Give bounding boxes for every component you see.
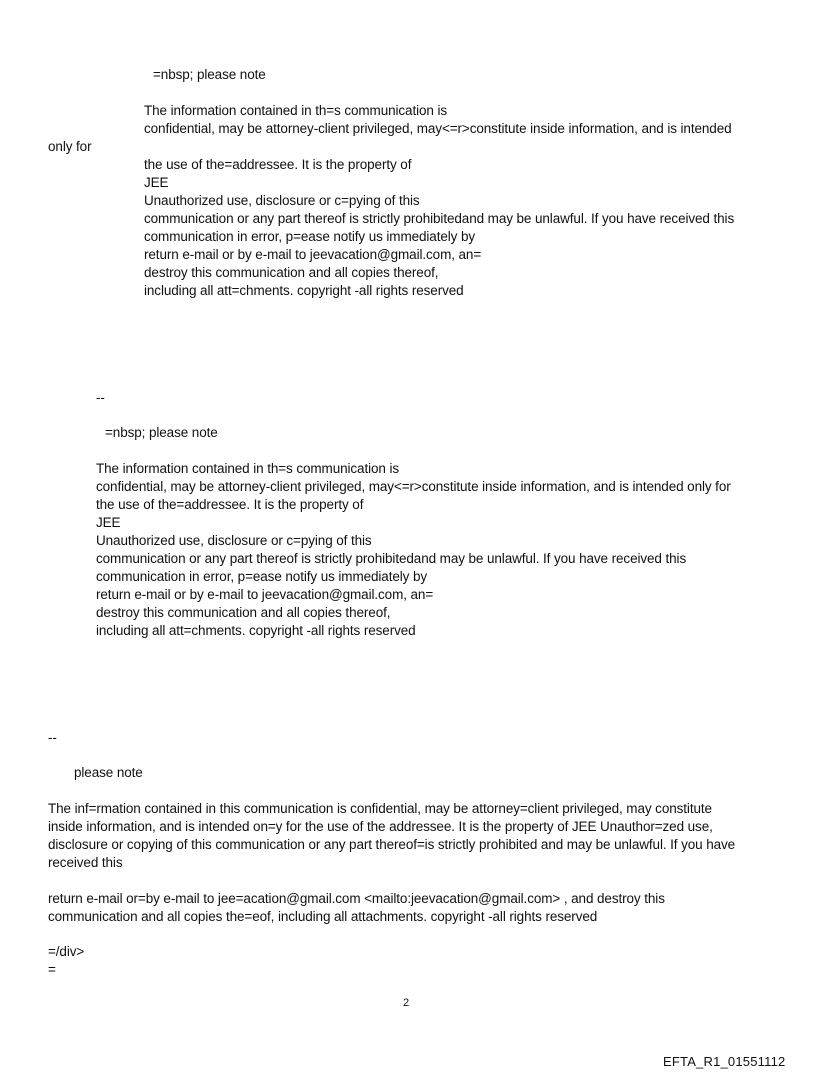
block1-line: communication or any part thereof is strictly prohibitedand may be unlawful. If you have received this <box>144 211 735 226</box>
block2-line: the use of the=addressee. It is the property of <box>96 497 364 512</box>
block2-line: JEE <box>96 515 121 530</box>
block1-line: only for <box>48 139 92 154</box>
block2-line: communication or any part thereof is strictly prohibitedand may be unlawful. If you have received this <box>96 551 687 566</box>
page-number: 2 <box>403 997 410 1009</box>
block2-separator: -- <box>96 390 105 405</box>
block2-line: confidential, may be attorney-client privileged, may<=r>constitute inside information, and is intended only for <box>96 479 731 494</box>
block3-tail-line: = <box>48 962 56 977</box>
block1-line: confidential, may be attorney-client privileged, may<=r>constitute inside information, and is intended <box>144 121 732 136</box>
block1-line: JEE <box>144 175 169 190</box>
block3-paragraph1-line: received this <box>48 855 123 870</box>
block2-line: The information contained in th=s communication is <box>96 461 400 476</box>
block3-paragraph2-line: communication and all copies the=eof, including all attachments. copyright -all rights reserved <box>48 909 598 924</box>
block2-line: destroy this communication and all copies thereof, <box>96 605 391 620</box>
block1-heading: =nbsp; please note <box>153 67 266 82</box>
block3-paragraph1-line: disclosure or copying of this communication or any part thereof=is strictly prohibited and may be unlawful. If you have <box>48 837 736 852</box>
block3-paragraph2-line: return e-mail or=by e-mail to jee=acation@gmail.com <mailto:jeevacation@gmail.com> , and destroy this <box>48 891 665 906</box>
block2-line: including all att=chments. copyright -all rights reserved <box>96 623 416 638</box>
block3-heading: please note <box>74 765 143 780</box>
block2-line: communication in error, p=ease notify us immediately by <box>96 569 428 584</box>
block1-line: communication in error, p=ease notify us immediately by <box>144 229 476 244</box>
block1-line: Unauthorized use, disclosure or c=pying of this <box>144 193 420 208</box>
block2-line: return e-mail or by e-mail to jeevacation@gmail.com, an= <box>96 587 434 602</box>
block1-line: return e-mail or by e-mail to jeevacation@gmail.com, an= <box>144 247 482 262</box>
block1-line: the use of the=addressee. It is the property of <box>144 157 412 172</box>
block3-paragraph1-line: inside information, and is intended on=y for the use of the addressee. It is the property of JEE Unauthor=zed use, <box>48 819 713 834</box>
block1-line: destroy this communication and all copies thereof, <box>144 265 439 280</box>
block2-line: Unauthorized use, disclosure or c=pying of this <box>96 533 372 548</box>
block3-separator: -- <box>48 730 57 745</box>
block1-line: The information contained in th=s communication is <box>144 103 448 118</box>
block1-line: including all att=chments. copyright -all rights reserved <box>144 283 464 298</box>
block3-tail-line: =/div> <box>48 944 85 959</box>
block3-paragraph1-line: The inf=rmation contained in this communication is confidential, may be attorney=client privileged, may constitute <box>48 801 712 816</box>
document-id: EFTA_R1_01551112 <box>663 1054 786 1069</box>
block2-heading: =nbsp; please note <box>105 425 218 440</box>
